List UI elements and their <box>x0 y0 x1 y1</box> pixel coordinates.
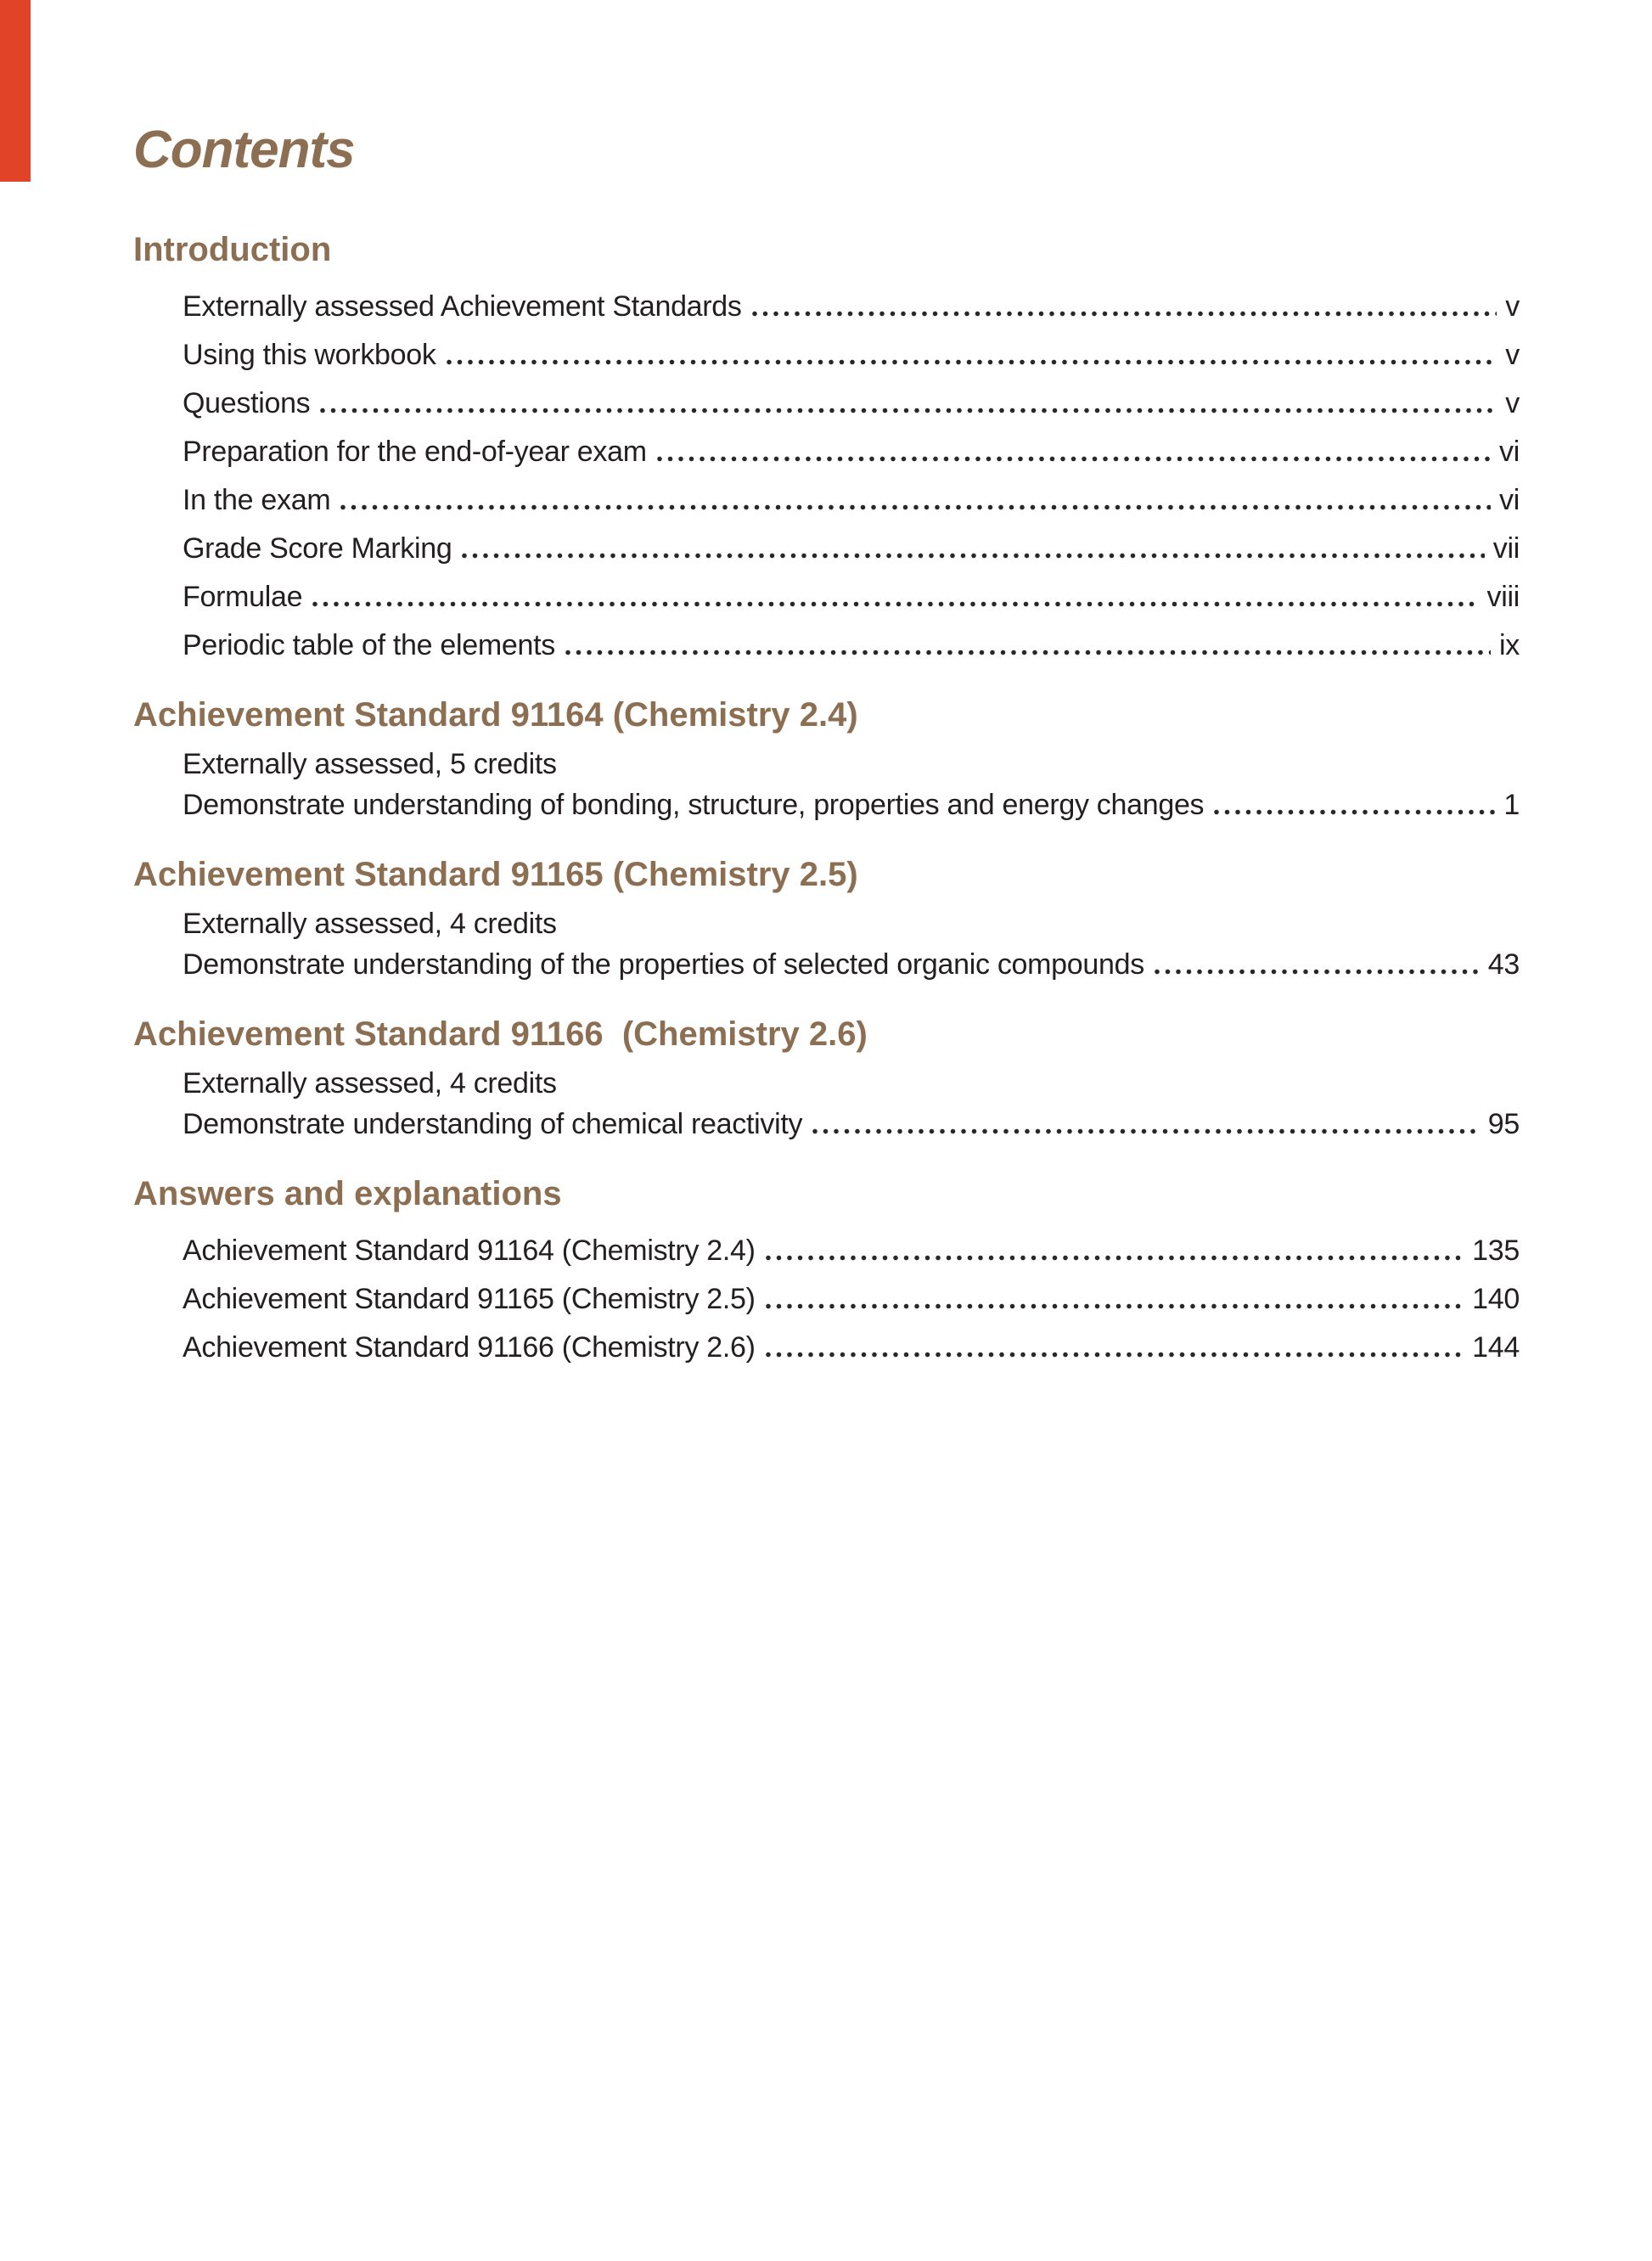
toc-section <box>133 1173 1520 1364</box>
toc-entry-page-number: 144 <box>1472 1330 1520 1364</box>
section-rows <box>133 740 1520 822</box>
section-heading: Achievement Standard 91166 (Chemistry 2.6) <box>133 1015 868 1053</box>
section-subheading-row <box>183 900 1520 941</box>
section-subheading: Externally assessed, 5 credits <box>183 747 557 780</box>
toc-section <box>133 229 1520 662</box>
toc-entry-page-number: viii <box>1486 580 1520 613</box>
toc-entry-row <box>183 614 1520 662</box>
section-rows <box>133 275 1520 662</box>
toc-entry-row <box>183 517 1520 565</box>
toc-entry-page-number: vi <box>1499 435 1520 468</box>
dot-leader <box>312 601 1478 607</box>
toc-section <box>133 854 1520 981</box>
toc-entry-page-number: 43 <box>1487 948 1520 981</box>
toc-entry-label: Externally assessed Achievement Standards <box>183 290 742 323</box>
toc-entry-label: Formulae <box>183 580 303 613</box>
dot-leader <box>766 1303 1464 1309</box>
toc-entry-page-number: vi <box>1499 483 1520 516</box>
section-subheading-row <box>183 1060 1520 1100</box>
toc-entry-label: Demonstrate understanding of bonding, structure, properties and energy changes <box>183 788 1205 821</box>
toc-entry-label: Achievement Standard 91164 (Chemistry 2.4) <box>183 1234 756 1267</box>
toc-entry-page-number: 135 <box>1472 1234 1520 1267</box>
toc-entry-label: Grade Score Marking <box>183 532 452 565</box>
toc-entry-page-number: 140 <box>1472 1282 1520 1315</box>
section-rows <box>133 1060 1520 1141</box>
page-title: Contents <box>133 121 355 179</box>
toc-sections <box>133 229 1520 1364</box>
dot-leader <box>447 359 1497 365</box>
toc-entry-row <box>183 469 1520 517</box>
dot-leader <box>340 504 1491 510</box>
dot-leader <box>462 553 1484 559</box>
page-edge-tab <box>0 0 31 182</box>
toc-entry-label: Demonstrate understanding of chemical reactivity <box>183 1107 803 1140</box>
contents-page <box>133 121 1520 1364</box>
section-rows <box>133 1219 1520 1364</box>
toc-section <box>133 1014 1520 1141</box>
toc-entry-row <box>183 275 1520 323</box>
toc-entry-row <box>183 323 1520 372</box>
dot-leader <box>766 1352 1464 1358</box>
toc-entry-row <box>183 565 1520 614</box>
toc-entry-row <box>183 941 1520 981</box>
dot-leader <box>565 650 1491 655</box>
toc-entry-page-number: 1 <box>1503 788 1520 821</box>
section-subheading: Externally assessed, 4 credits <box>183 907 557 940</box>
dot-leader <box>1214 809 1495 815</box>
toc-section <box>133 695 1520 822</box>
toc-entry-label: Questions <box>183 386 311 419</box>
section-heading: Achievement Standard 91164 (Chemistry 2.4) <box>133 696 858 734</box>
toc-entry-row <box>183 1100 1520 1141</box>
section-rows <box>133 900 1520 981</box>
dot-leader <box>752 311 1497 317</box>
dot-leader <box>812 1128 1480 1134</box>
toc-entry-label: Achievement Standard 91165 (Chemistry 2.5) <box>183 1282 756 1315</box>
section-heading: Achievement Standard 91165 (Chemistry 2.5) <box>133 856 858 893</box>
toc-entry-row <box>183 781 1520 822</box>
dot-leader <box>1155 969 1480 975</box>
toc-entry-label: Using this workbook <box>183 338 436 371</box>
toc-entry-label: Demonstrate understanding of the properties of selected organic compounds <box>183 948 1144 981</box>
toc-entry-label: Periodic table of the elements <box>183 628 555 661</box>
toc-entry-page-number: v <box>1505 386 1520 419</box>
section-subheading: Externally assessed, 4 credits <box>183 1066 557 1100</box>
section-subheading-row <box>183 740 1520 781</box>
toc-entry-page-number: ix <box>1499 628 1520 661</box>
dot-leader <box>766 1255 1464 1261</box>
toc-entry-row <box>183 1316 1520 1364</box>
toc-entry-page-number: 95 <box>1487 1107 1520 1140</box>
toc-entry-row <box>183 1268 1520 1316</box>
toc-entry-row <box>183 372 1520 420</box>
toc-entry-page-number: vii <box>1492 532 1520 565</box>
toc-entry-page-number: v <box>1505 338 1520 371</box>
dot-leader <box>320 408 1497 413</box>
dot-leader <box>657 456 1491 462</box>
toc-entry-label: Preparation for the end-of-year exam <box>183 435 647 468</box>
toc-entry-row <box>183 1219 1520 1268</box>
section-heading: Answers and explanations <box>133 1175 562 1212</box>
toc-entry-row <box>183 420 1520 469</box>
toc-entry-label: Achievement Standard 91166 (Chemistry 2.6) <box>183 1330 756 1364</box>
section-heading: Introduction <box>133 231 332 268</box>
toc-entry-label: In the exam <box>183 483 331 516</box>
toc-entry-page-number: v <box>1505 290 1520 323</box>
